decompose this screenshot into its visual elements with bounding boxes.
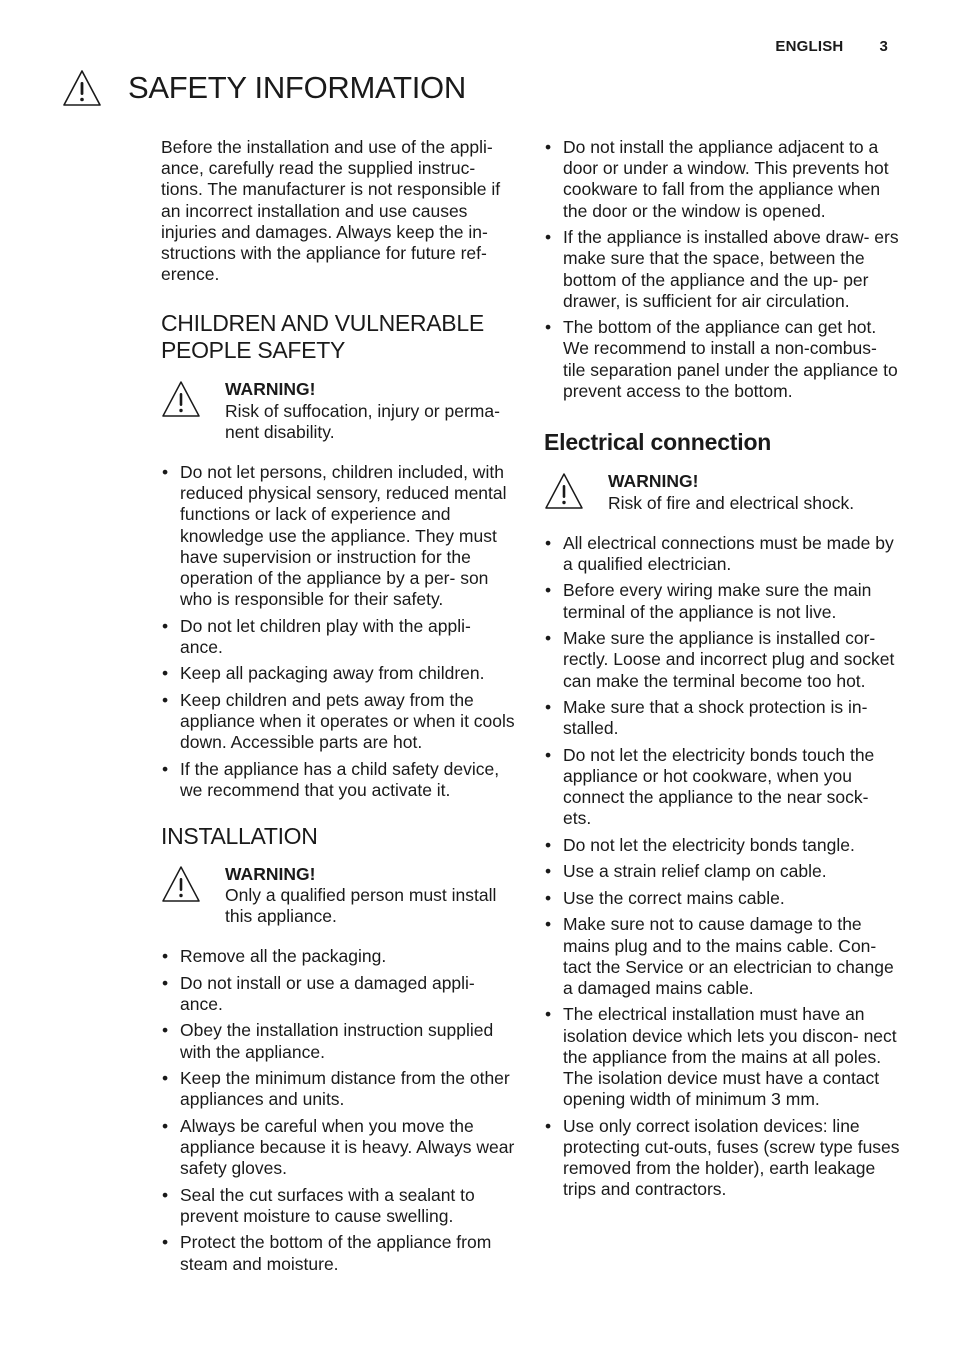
warning-triangle-icon [161,864,201,904]
list-item: • Before every wiring make sure the main terminal of the appliance is not live. [544,580,900,622]
list-item: • Protect the bottom of the appliance from steam and moisture. [161,1232,515,1274]
list-item: • Use only correct isolation devices: line protecting cut-outs, fuses (screw type fuses removed from the holder), earth leakage trips and contractors. [544,1116,900,1201]
installation-heading: INSTALLATION [161,822,318,849]
installation-warning-text [225,864,515,928]
warning-body: Risk of suffocation, injury or perma- nent disability. [225,400,500,442]
list-item: • Do not install the appliance adjacent to a door or under a window. This prevents hot cookware to fall from the appliance when the door or the window is opened. [544,137,900,222]
warning-title: WARNING! [608,471,699,492]
list-item: • Make sure not to cause damage to the mains plug and to the mains cable. Con- tact the Service or an electrician to change a damaged mains cable. [544,914,900,999]
electrical-warning [544,471,900,513]
list-item: • The bottom of the appliance can get hot. We recommend to install a non-combus- tile separation panel under the appliance to prevent access to the bottom. [544,317,900,402]
warning-triangle-icon [62,66,102,110]
left-column [161,137,515,1280]
page-header [775,38,888,55]
children-safety-heading [161,310,515,364]
children-warning [161,379,515,443]
children-safety-list [161,462,515,801]
list-item: • If the appliance is installed above draw- ers make sure that the space, between the bottom of the appliance and the up- per drawer, is sufficient for air circulation. [544,227,900,312]
list-item: • Do not let the electricity bonds touch the appliance or hot cookware, when you connect the appliance to the near sock- ets. [544,745,900,830]
right-column [544,137,900,1206]
list-item: • Keep the minimum distance from the other appliances and units. [161,1068,515,1110]
electrical-list [544,533,900,1201]
list-item: • Do not let persons, children included, with reduced physical sensory, reduced mental functions or lack of experience and knowledge use the appliance. They must have supervision or instruction for the operation of the appliance by a per- son who is responsible for their safety. [161,462,515,610]
list-item: • Use a strain relief clamp on cable. [544,861,900,882]
list-item: • All electrical connections must be made by a qualified electrician. [544,533,900,575]
page-number: 3 [879,38,888,55]
page-title: SAFETY INFORMATION [128,70,466,105]
installation-list [161,946,515,1275]
warning-body: Risk of fire and electrical shock. [608,492,855,513]
warning-title: WARNING! [225,863,316,884]
list-item: • Use the correct mains cable. [544,888,900,909]
installation-warning [161,864,515,928]
children-heading-line2: PEOPLE SAFETY [161,337,345,364]
title-row [62,66,466,110]
list-item: • Obey the installation instruction supplied with the appliance. [161,1020,515,1062]
list-item: • Remove all the packaging. [161,946,515,967]
children-warning-text [225,379,515,443]
list-item: • Do not install or use a damaged appli- ance. [161,973,515,1015]
list-item: • Always be careful when you move the appliance because it is heavy. Always wear safety gloves. [161,1116,515,1180]
list-item: • Seal the cut surfaces with a sealant to prevent moisture to cause swelling. [161,1185,515,1227]
list-item: • Do not let children play with the appli- ance. [161,616,515,658]
children-heading-line1: CHILDREN AND VULNERABLE [161,310,484,337]
list-item: • If the appliance has a child safety device, we recommend that you activate it. [161,759,515,801]
list-item: • Keep children and pets away from the appliance when it operates or when it cools down. Accessible parts are hot. [161,690,515,754]
warning-triangle-icon [544,471,584,511]
warning-body: Only a qualified person must install this appliance. [225,884,497,926]
list-item: • The electrical installation must have an isolation device which lets you discon- nect the appliance from the mains at all poles. The isolation device must have a contact opening width of minimum 3 mm. [544,1004,900,1110]
list-item: • Make sure that a shock protection is in- stalled. [544,697,900,739]
warning-title: WARNING! [225,379,316,400]
list-item: • Keep all packaging away from children. [161,663,515,684]
electrical-connection-heading: Electrical connection [544,429,772,456]
electrical-warning-text [608,471,854,513]
list-item: • Make sure the appliance is installed cor- rectly. Loose and incorrect plug and socket can make the terminal become too hot. [544,628,900,692]
installation-list-continued [544,137,900,402]
warning-triangle-icon [161,379,201,419]
list-item: • Do not let the electricity bonds tangle. [544,835,900,856]
language-label: ENGLISH [775,38,844,55]
intro-paragraph: Before the installation and use of the appli- ance, carefully read the supplied instruc- tions. The manufacturer is not responsible if an incorrect installation and use causes injuries and damages. Always keep the in- structions with the appliance for future ref- erence. [161,137,501,285]
